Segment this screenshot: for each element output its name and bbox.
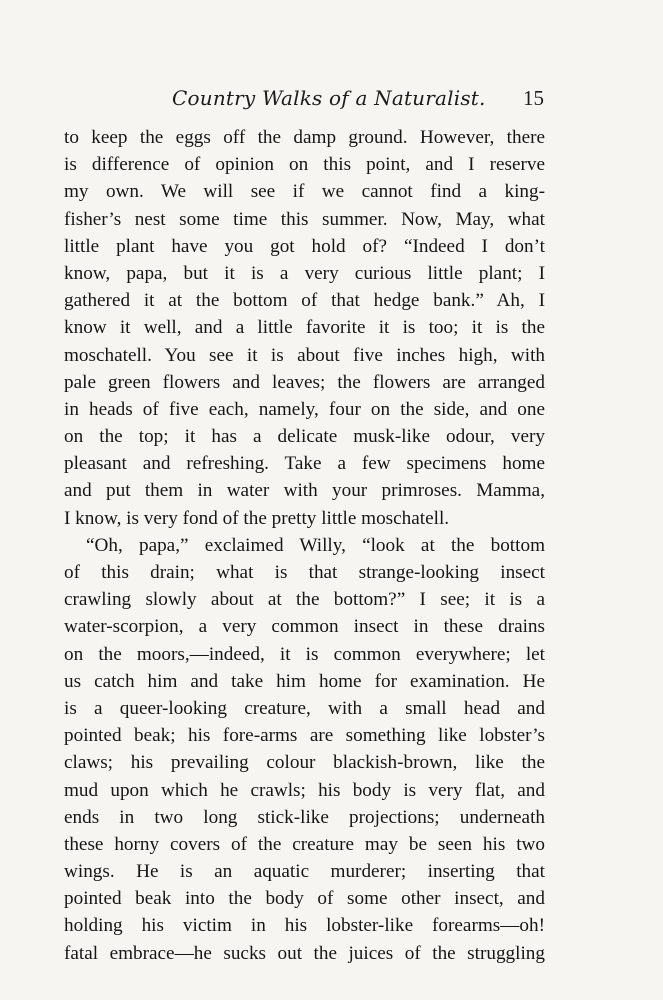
text-line: holding his victim in his lobster-like forearms—oh!: [64, 915, 545, 937]
text-line: pleasant and refreshing. Take a few specimens home: [64, 453, 545, 475]
text-line: to keep the eggs off the damp ground. However, there: [64, 127, 545, 148]
text-line: ends in two long stick-like projections; underneath: [64, 806, 545, 828]
text-line: little plant have you got hold of? “Indeed I don’t: [64, 235, 545, 257]
text-line: “Oh, papa,” exclaimed Willy, “look at the bottom: [86, 534, 545, 556]
text-line: in heads of five each, namely, four on the side, and one: [64, 398, 545, 420]
page-number: 15: [523, 86, 544, 110]
text-line: pointed beak; his fore-arms are something like lobster’s: [64, 725, 545, 747]
text-line: my own. We will see if we cannot find a king-: [64, 181, 545, 203]
text-line: is a queer-looking creature, with a small head and: [64, 697, 545, 719]
running-title: Country Walks of a Naturalist.: [172, 86, 486, 110]
text-line: know it well, and a little favorite it is too; it is the: [64, 317, 545, 339]
text-line: pale green flowers and leaves; the flowers are arranged: [64, 371, 545, 393]
text-line: I know, is very fond of the pretty little moschatell.: [64, 507, 450, 529]
text-line: claws; his prevailing colour blackish-brown, like the: [64, 752, 545, 774]
text-line: know, papa, but it is a very curious little plant; I: [64, 262, 545, 284]
text-line: moschatell. You see it is about five inches high, with: [64, 344, 545, 366]
text-line: on the moors,—indeed, it is common everywhere; let: [64, 643, 545, 665]
text-line: mud upon which he crawls; his body is very flat, and: [64, 779, 545, 801]
text-line: wings. He is an aquatic murderer; inserting that: [64, 861, 545, 883]
text-line: of this drain; what is that strange-looking insect: [64, 562, 545, 583]
text-line: water-scorpion, a very common insect in these drains: [64, 616, 545, 638]
text-line: and put them in water with your primroses. Mamma,: [64, 480, 545, 502]
text-line: fatal embrace—he sucks out the juices of the struggling: [64, 942, 545, 964]
text-line: pointed beak into the body of some other insect, and: [64, 888, 545, 910]
text-line: gathered it at the bottom of that hedge bank.” Ah, I: [64, 290, 545, 312]
text-line: on the top; it has a delicate musk-like odour, very: [64, 426, 545, 448]
text-line: us catch him and take him home for examination. He: [64, 670, 545, 692]
body-text: [64, 124, 545, 967]
text-line: these horny covers of the creature may be seen his two: [64, 833, 545, 855]
text-line: is difference of opinion on this point, and I reserve: [64, 154, 545, 176]
text-line: fisher’s nest some time this summer. Now, May, what: [64, 208, 545, 230]
page-header: [64, 86, 544, 116]
text-line: crawling slowly about at the bottom?” I see; it is a: [64, 589, 545, 611]
